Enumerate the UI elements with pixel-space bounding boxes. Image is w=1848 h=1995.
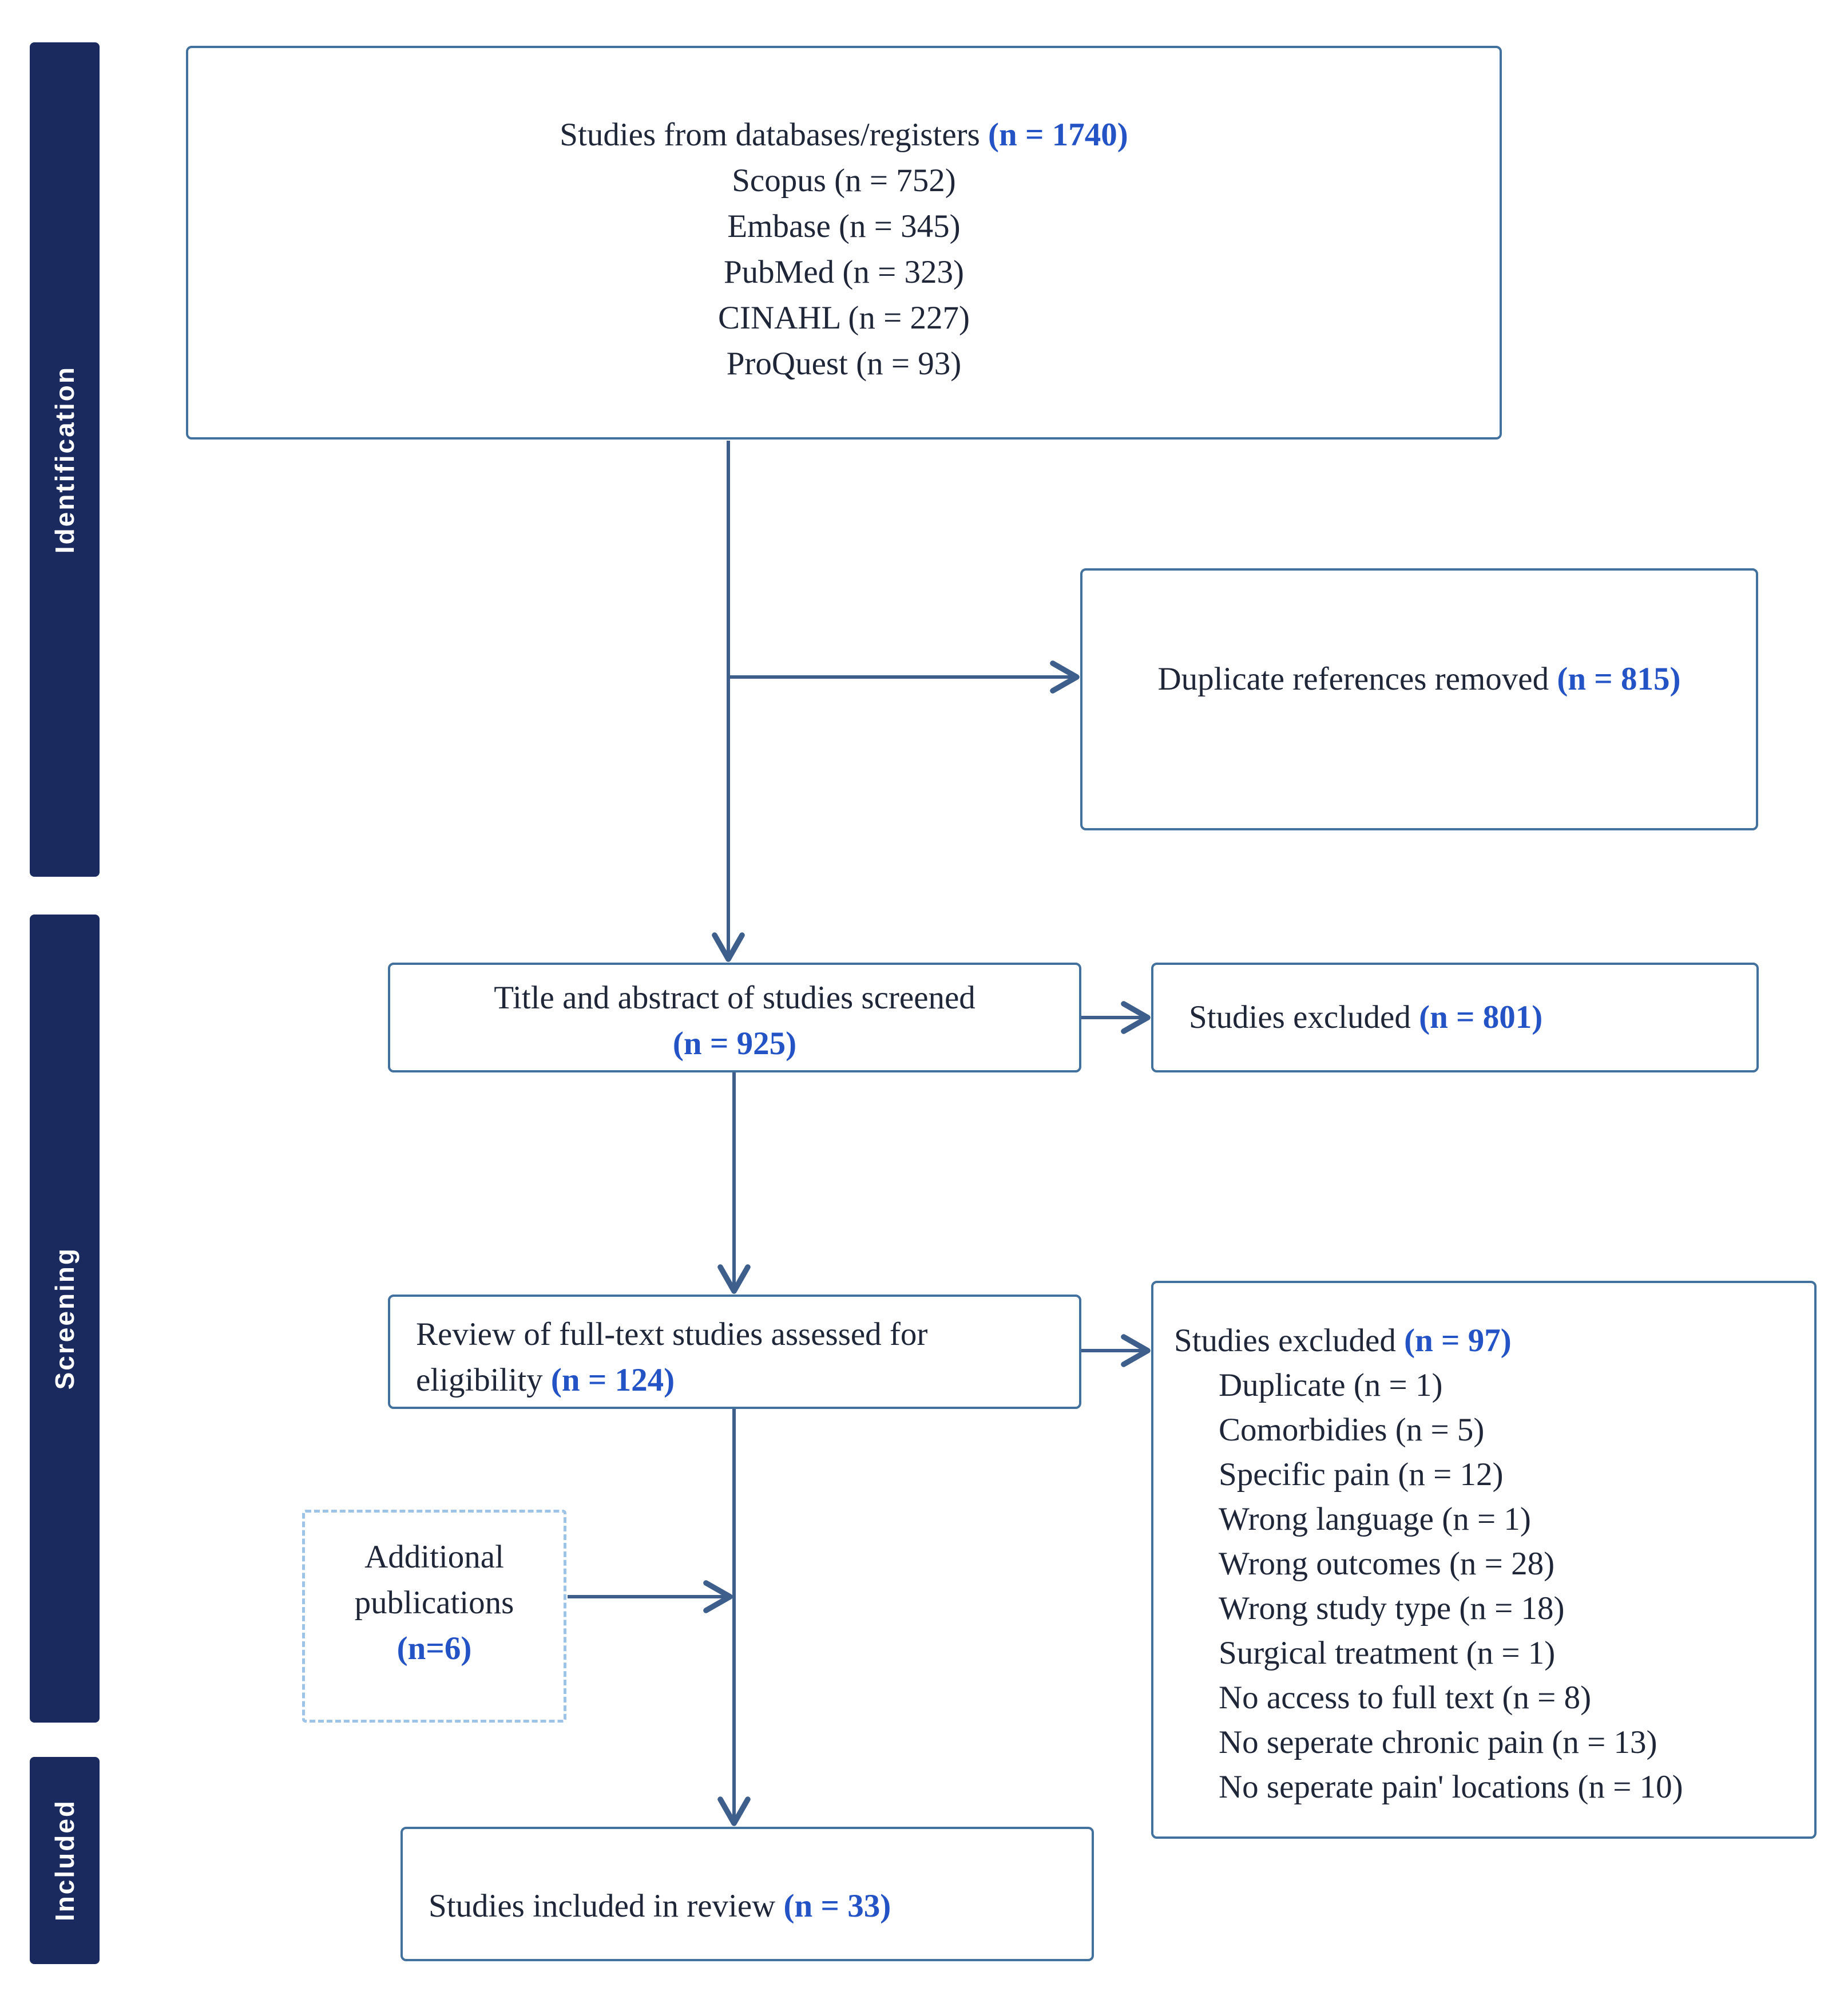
exclusion-reason: No seperate pain' locations (n = 10) (1219, 1769, 1683, 1805)
additional-publications-box (302, 1510, 566, 1723)
source-item: CINAHL (n = 227) (717, 300, 970, 336)
duplicates-removed-label: Duplicate references removed (n = 815) (1157, 661, 1681, 697)
excluded-fulltext-box (1151, 1281, 1817, 1839)
stage-label-identification: Identification (50, 365, 80, 554)
stage-bar-identification (30, 42, 100, 877)
exclusion-reason: Comorbidies (n = 5) (1219, 1412, 1485, 1448)
source-item: Embase (n = 345) (727, 208, 961, 244)
excluded-screening-label: Studies excluded (n = 801) (1189, 999, 1543, 1035)
additional-count: (n=6) (396, 1630, 472, 1667)
included-count: (n = 33) (783, 1888, 891, 1924)
fulltext-box (388, 1295, 1081, 1409)
exclusion-reason: Wrong language (n = 1) (1219, 1501, 1531, 1537)
exclusion-reason: Surgical treatment (n = 1) (1219, 1635, 1556, 1671)
stage-bar-screening (30, 915, 100, 1723)
source-item: ProQuest (n = 93) (726, 346, 962, 382)
excluded-fulltext-title: Studies excluded (n = 97) (1174, 1323, 1512, 1359)
screened-label: Title and abstract of studies screened (494, 980, 975, 1016)
sources-box (186, 46, 1502, 440)
exclusion-reason: No seperate chronic pain (n = 13) (1219, 1724, 1657, 1760)
fulltext-label-line1: Review of full-text studies assessed for (416, 1316, 928, 1352)
sources-count: (n = 1740) (988, 117, 1128, 153)
excluded-screening-count: (n = 801) (1419, 999, 1543, 1035)
duplicates-count: (n = 815) (1557, 661, 1681, 697)
excluded-fulltext-count: (n = 97) (1404, 1323, 1512, 1359)
fulltext-count: (n = 124) (550, 1362, 675, 1398)
exclusion-reason: Wrong study type (n = 18) (1219, 1590, 1565, 1626)
exclusion-reason: Duplicate (n = 1) (1219, 1367, 1443, 1403)
sources-title: Studies from databases/registers (n = 1740) (560, 117, 1128, 153)
stage-label-included: Included (50, 1799, 80, 1922)
included-box (400, 1827, 1094, 1961)
fulltext-label-line2: eligibility (n = 124) (416, 1362, 675, 1398)
stage-label-screening: Screening (50, 1247, 80, 1390)
exclusion-reason: Specific pain (n = 12) (1219, 1456, 1504, 1493)
screened-count: (n = 925) (672, 1026, 797, 1062)
exclusion-reason: No access to full text (n = 8) (1219, 1680, 1592, 1716)
exclusion-reason: Wrong outcomes (n = 28) (1219, 1546, 1555, 1582)
duplicates-removed-box (1080, 568, 1758, 830)
source-item: PubMed (n = 323) (723, 254, 965, 290)
excluded-screening-box (1151, 963, 1759, 1072)
stage-bar-included (30, 1757, 100, 1964)
source-item: Scopus (n = 752) (732, 163, 956, 199)
screened-box (388, 963, 1081, 1072)
additional-label-line1: Additional (364, 1539, 504, 1575)
additional-label-line2: publications (354, 1585, 514, 1621)
included-label: Studies included in review (n = 33) (429, 1888, 891, 1924)
